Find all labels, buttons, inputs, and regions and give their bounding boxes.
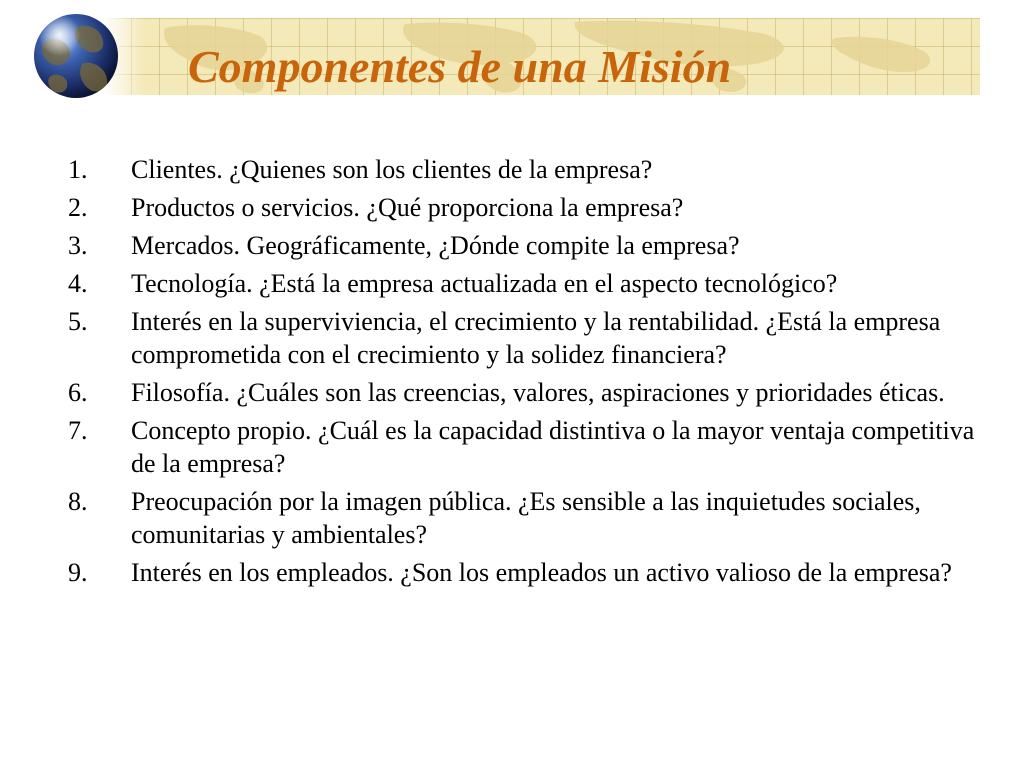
list-item-number: 6. <box>68 378 88 407</box>
slide-title: Componentes de una Misión <box>188 41 732 92</box>
list-item <box>68 305 998 371</box>
list-item-text: Interés en los empleados. ¿Son los empleados un activo valioso de la empresa? <box>131 558 952 587</box>
list-item <box>68 191 998 224</box>
list-item-number: 2. <box>68 193 88 222</box>
list-item-text: Mercados. Geográficamente, ¿Dónde compite la empresa? <box>131 231 740 260</box>
list-item-text: Filosofía. ¿Cuáles son las creencias, valores, aspiraciones y prioridades éticas. <box>131 378 945 407</box>
list-item-number: 5. <box>68 307 88 336</box>
list-item-text: Preocupación por la imagen pública. ¿Es sensible a las inquietudes sociales, comunitarias y ambientales? <box>131 487 921 549</box>
list-item <box>68 153 998 186</box>
mission-components-list <box>68 153 998 594</box>
globe-icon <box>33 13 119 99</box>
list-item-number: 8. <box>68 487 88 516</box>
list-item-number: 9. <box>68 558 88 587</box>
list-item <box>68 485 998 551</box>
list-item-text: Productos o servicios. ¿Qué proporciona la empresa? <box>131 193 684 222</box>
list-item-number: 7. <box>68 416 88 445</box>
list-item-text: Interés en la superviviencia, el crecimiento y la rentabilidad. ¿Está la empresa comprometida con el crecimiento y la solidez financiera? <box>131 307 941 369</box>
list-item-number: 3. <box>68 231 88 260</box>
list-item-number: 4. <box>68 269 88 298</box>
list-item <box>68 414 998 480</box>
list-item-text: Tecnología. ¿Está la empresa actualizada en el aspecto tecnológico? <box>131 269 838 298</box>
list-item-text: Clientes. ¿Quienes son los clientes de la empresa? <box>131 155 653 184</box>
list-item-text: Concepto propio. ¿Cuál es la capacidad distintiva o la mayor ventaja competitiva de la empresa? <box>131 416 975 478</box>
list-item <box>68 267 998 300</box>
list-item <box>68 556 998 589</box>
list-item <box>68 376 998 409</box>
list-item <box>68 229 998 262</box>
list-item-number: 1. <box>68 155 88 184</box>
